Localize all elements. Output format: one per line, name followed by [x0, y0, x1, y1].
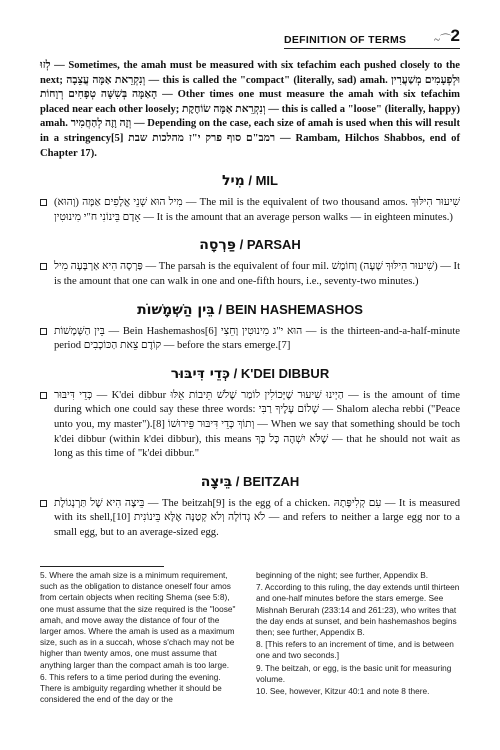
section-heading-beitzah: בֵּיצָה / BEITZAH [200, 473, 300, 490]
main-text [40, 59, 460, 540]
intro-text-1: לְזוּ — Sometimes, the amah must be measured with six tefachim each pushed closely to the next; וְנִקְרֵאת אַמָּה עֲצֵבָה — this is called the "compact" (literally, sad) amah. [40, 60, 460, 86]
definition-kdei-dibbur [40, 389, 460, 462]
footnote: 6. This refers to a time period during the evening. There is ambiguity regarding whether it should be considered the end of the day or the [40, 671, 222, 705]
heading-english: BEIN HASHEMASHOS [225, 301, 363, 317]
heading-english: BEITZAH [242, 473, 300, 489]
heading-hebrew: מִיל [222, 173, 245, 190]
running-header [284, 28, 460, 50]
footnotes-left-column [40, 570, 241, 706]
checkbox-icon [40, 263, 47, 270]
header-rule [284, 48, 460, 49]
definition-text: בֵּין הַשְּׁמָשׁוֹת — Bein Hashemashos[6] הוּא י"ג מִינוּטִין וָחֵצִי — is the thirteen-and-a-half-minute period קוֹדֶם צֵאת הַכּוֹכָבִים — before the stars emerge.[7] [54, 325, 461, 352]
heading-hebrew: פַּרְסָה [199, 237, 236, 254]
footnote: 5. Where the amah size is a minimum requirement, such as the obligation to distance oneself four amos from certain objects when reciting Shema (see 5:8), one must assume that the size required is the "loose" amah, and move away the distance of four of the larger amos. Where the amah is used as a maximum size, such as in a succah, whose s'chach may not be higher than twenty amos, one must assume that anything larger than the compact amah is too large. [40, 570, 236, 670]
checkbox-icon [40, 500, 47, 507]
definition-text: כְּדֵי דִּיבּוּר — K'dei dibbur הַיְינוּ שִׁיעוּר שֶׁיְּכוֹלִין לוֹמַר שָׁלֹשׁ תֵּיבוֹת אֵלּוּ — is the amount of time during which one could say these three words: שָׁלוֹם עָלֶיךָ רַבִּי — Shalom alecha rebbi ("Peace unto you, my master").[8] וְתוֹךְ כְּדֵי דִּיבּוּר פֵּירוּשׁוֹ — When we say that something should be toch k'dei dibbur (within k'dei dibbur), this means שֶׁלֹּא יִשְׁהֶה כָּל כָּךְ — that he should not wait as long as this time of "k'dei dibbur." [54, 389, 461, 460]
heading-english: K'DEI DIBBUR [240, 365, 330, 381]
checkbox-icon [40, 328, 47, 335]
section-heading-bein-hashemashos: בֵּין הַשְּׁמָשׁוֹת / BEIN HASHEMASHOS [137, 301, 363, 318]
running-title: DEFINITION OF TERMS [284, 34, 407, 46]
footnotes-right-column [256, 570, 460, 698]
intro-paragraph [40, 59, 460, 161]
footnote: 7. According to this ruling, the day extends until thirteen and one-half minutes before the stars emerge. See Mishnah Berurah (233:14 and 261:23), who writes that the day ends at sunset, and bein hashemashos begins then; see further, Appendix B. [256, 582, 460, 638]
heading-english: PARSAH [246, 237, 301, 253]
definition-text: פַּרְסָה הִיא אַרְבָּעָה מִיל — The parsah is the equivalent of four mil. שִׁיעוּר הִילּוּךְ שָׁעָה) וְחוֹמֶשׁ) — It is the amount that one can walk in one and one-fifth hours, i.e., seventy-two minutes.) [54, 261, 461, 287]
intro-text-3: וְזֶה וָזֶה לְהַחֲמִיר — Depending on the case, each size of amah is used when this will result in a stringency[5] רמב"ם סוף פרק י"ז מהלכות שבת — Rambam, Hilchos Shabbos, end of Chapter 17). [40, 118, 460, 159]
intro-text-2: וּלְפְעָמִים מְשַׁעֲרִין הָאַמָּה בְּשִׁשָּׁה טְפָחִים רְוָחוֹת — Other times one must measure the amah with six tefachim placed near each other loosely; וְנִקְרֵאת אַמָּה שׂוֹחֶקֶת — this is called a "loose" (literally, happy) amah. [40, 74, 460, 130]
page-number: 2 [450, 26, 460, 45]
heading-hebrew: בֵּיצָה [200, 473, 233, 490]
footnote-rule [40, 566, 164, 567]
definition-beitzah [40, 497, 460, 541]
section-heading-kdei-dibbur: כְּדֵי דִּיבּוּר / K'DEI DIBBUR [170, 365, 330, 382]
definition-text: מִיל הוּא שְׁנֵי אֲלָפִים אַמָּה (וְהוּא) — The mil is the equivalent of two thousand amos. שִׁיעוּר הִילּוּךְ אָדָם בֵּינוֹנִי ח"י מִינוּטִין — It is the amount that an average person walks — in eighteen minutes.) [54, 197, 461, 223]
ornament-icon: ~⌒ [434, 34, 451, 46]
heading-hebrew: כְּדֵי דִּיבּוּר [170, 365, 231, 382]
footnote: beginning of the night; see further, Appendix B. [256, 570, 429, 580]
definition-mil [40, 196, 460, 225]
section-heading-mil: מִיל / MIL [222, 173, 278, 190]
heading-hebrew: בֵּין הַשְּׁמָשׁוֹת [137, 301, 215, 318]
section-heading-parsah: פַּרְסָה / PARSAH [199, 237, 301, 254]
footnote: 8. [This refers to an increment of time, and is between one and two seconds.] [256, 639, 454, 661]
definition-text: בֵּיצָה הִיא שֶׁל תַּרְנְגוֹלֶת — The beitzah[9] is the egg of a chicken. עִם קְלִיפָּתָהּ — It is measured with its shell,[10] לֹא גְדוֹלָה וְלֹא קְטַנָּה אֶלָּא בֵּינוֹנִית — and refers to neither a large egg nor to a small egg, but to an average-sized egg. [54, 497, 461, 538]
heading-english: MIL [255, 173, 278, 189]
definition-bein-hashemashos [40, 325, 460, 354]
footnote: 10. See, however, Kitzur 40:1 and note 8 there. [256, 686, 430, 697]
checkbox-icon [40, 199, 47, 206]
definition-parsah [40, 260, 460, 289]
footnote: 9. The beitzah, or egg, is the basic unit for measuring volume. [256, 662, 452, 684]
checkbox-icon [40, 392, 47, 399]
